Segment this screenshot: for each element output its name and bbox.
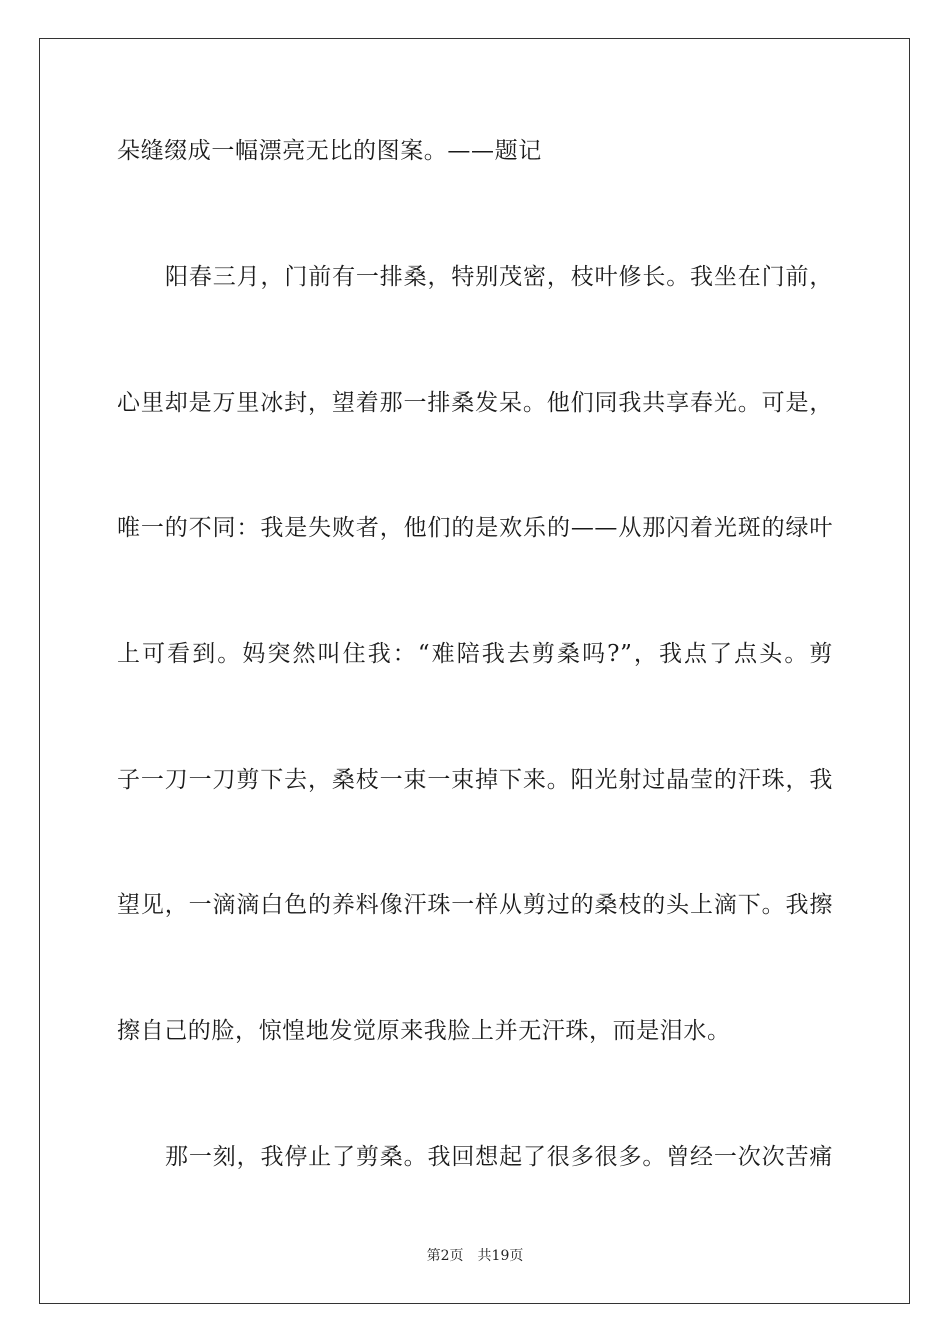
text-line-5: 上可看到。妈突然叫住我：“难陪我去剪桑吗?”，我点了点头。剪 (117, 641, 833, 667)
text-line-3: 心里却是万里冰封，望着那一排桑发呆。他们同我共享春光。可是， (117, 390, 833, 416)
text-line-2: 阳春三月，门前有一排桑，特别茂密，枝叶修长。我坐在门前， (165, 264, 833, 290)
text-line-9: 那一刻，我停止了剪桑。我回想起了很多很多。曾经一次次苦痛 (165, 1144, 833, 1170)
page-border (39, 38, 910, 1304)
text-line-8: 擦自己的脸，惊惶地发觉原来我脸上并无汗珠，而是泪水。 (117, 1018, 731, 1044)
page-footer: 第2页 共19页 (426, 1248, 524, 1264)
text-line-4: 唯一的不同：我是失败者，他们的是欢乐的——从那闪着光斑的绿叶 (117, 515, 833, 541)
text-line-6: 子一刀一刀剪下去，桑枝一束一束掉下来。阳光射过晶莹的汗珠，我 (117, 767, 833, 793)
text-line-7: 望见，一滴滴白色的养料像汗珠一样从剪过的桑枝的头上滴下。我擦 (117, 892, 833, 918)
text-line-1: 朵缝缀成一幅漂亮无比的图案。——题记 (117, 138, 542, 164)
